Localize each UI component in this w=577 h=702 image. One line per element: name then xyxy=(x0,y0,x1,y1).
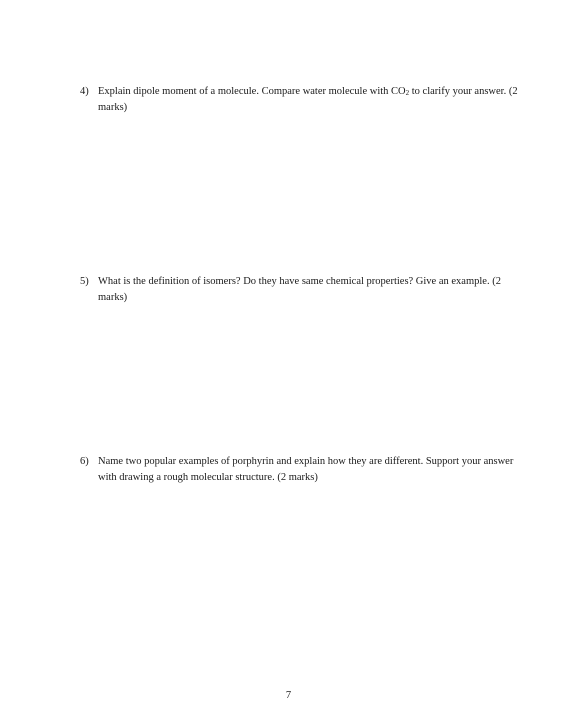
question-6 xyxy=(80,454,520,486)
question-text-part: to clarify your answer. (2 marks) xyxy=(98,86,518,113)
question-4 xyxy=(80,84,520,116)
question-5 xyxy=(80,274,520,306)
page-number: 7 xyxy=(285,690,292,701)
question-number: 5) xyxy=(80,276,89,287)
subscript: 2 xyxy=(405,89,410,97)
question-text-part: Explain dipole moment of a molecule. Compare water molecule with CO xyxy=(98,86,406,97)
question-text: What is the definition of isomers? Do they have same chemical properties? Give an example. (2 marks) xyxy=(98,276,501,303)
question-text: Name two popular examples of porphyrin and explain how they are different. Support your answer with drawing a rough molecular structure. (2 marks) xyxy=(98,456,514,483)
question-text xyxy=(98,84,520,116)
question-number: 4) xyxy=(80,86,89,97)
question-number: 6) xyxy=(80,456,89,467)
